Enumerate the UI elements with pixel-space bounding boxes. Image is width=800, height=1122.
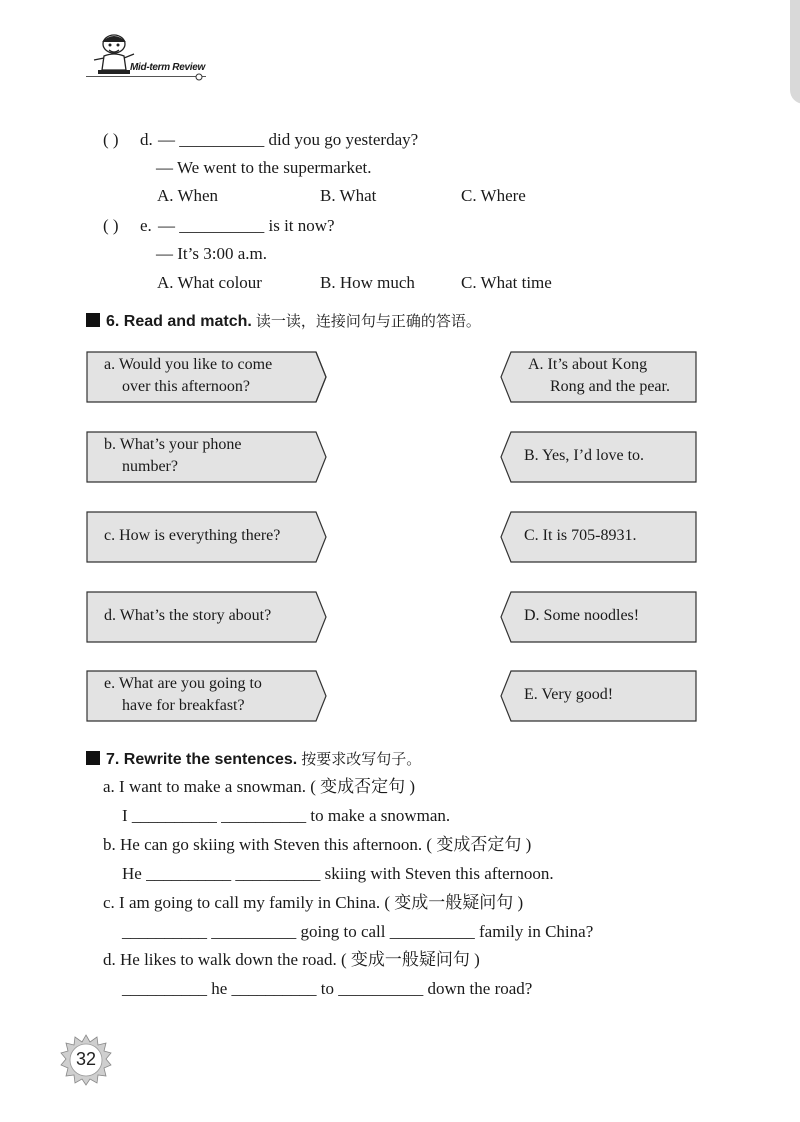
match-answer-e-line1: E. Very good! <box>524 686 614 703</box>
ex5-d-question: — __________ did you go yesterday? <box>158 130 419 149</box>
match-question-a[interactable] <box>86 351 326 401</box>
match-question-c[interactable] <box>86 511 326 561</box>
match-answer-c-line1: C. It is 705-8931. <box>524 527 637 544</box>
match-question-a-line2: over this afternoon? <box>122 378 250 395</box>
ex5-e-reply: — It’s 3:00 a.m. <box>156 244 267 263</box>
match-answer-a-line1: A. It’s about Kong <box>528 356 648 373</box>
ex5-d-reply: — We went to the supermarket. <box>156 158 372 177</box>
section-square-icon <box>86 751 100 765</box>
ex7-title-zh: 按要求改写句子。 <box>301 750 422 768</box>
ex7-a-sentence: a. I want to make a snowman. ( 变成否定句 ) <box>103 777 416 796</box>
match-question-d[interactable] <box>86 591 326 641</box>
match-answer-e[interactable] <box>500 670 696 720</box>
match-answer-a-line2: Rong and the pear. <box>550 378 670 395</box>
ex7-d-sentence: d. He likes to walk down the road. ( 变成一般疑问句 ) <box>103 950 480 969</box>
match-answer-d[interactable] <box>500 591 696 641</box>
ex5-d-option-c[interactable]: C. Where <box>461 186 526 205</box>
match-question-e[interactable] <box>86 670 326 720</box>
ex7-b-sentence: b. He can go skiing with Steven this afternoon. ( 变成否定句 ) <box>103 835 532 854</box>
match-answer-c[interactable] <box>500 511 696 561</box>
match-question-d-line1: d. What’s the story about? <box>104 607 272 624</box>
match-answer-b[interactable] <box>500 431 696 481</box>
match-answer-b-line1: B. Yes, I’d love to. <box>524 447 645 464</box>
ex5-e-question: — __________ is it now? <box>158 216 335 235</box>
ex6-title-zh: 读一读，连接问句与正确的答语。 <box>255 312 481 330</box>
side-tab <box>790 0 800 104</box>
page-number-badge <box>60 1034 112 1086</box>
ex5-e-option-a[interactable]: A. What colour <box>157 273 262 292</box>
ex5-d-letter: d. <box>140 130 153 149</box>
ex5-e-bracket[interactable]: ( ) <box>103 216 119 235</box>
ex7-c-sentence: c. I am going to call my family in China. ( 变成一般疑问句 ) <box>103 893 524 912</box>
ex7-title <box>86 748 421 769</box>
match-question-e-line2: have for breakfast? <box>122 697 245 714</box>
ex5-e-option-c[interactable]: C. What time <box>461 273 552 292</box>
match-question-b[interactable] <box>86 431 326 481</box>
ex7-b-answer[interactable]: He __________ __________ skiing with Steven this afternoon. <box>122 864 554 883</box>
ex6-title-en: 6. Read and match. <box>106 313 252 330</box>
header-rule <box>86 76 206 77</box>
ex7-c-answer[interactable]: __________ __________ going to call __________ family in China? <box>122 922 594 941</box>
match-question-b-line2: number? <box>122 458 178 475</box>
ex5-e-option-b[interactable]: B. How much <box>320 273 415 292</box>
ex7-title-en: 7. Rewrite the sentences. <box>106 751 298 768</box>
match-question-c-line1: c. How is everything there? <box>104 527 281 544</box>
ex5-d-option-a[interactable]: A. When <box>157 186 219 205</box>
match-question-a-line1: a. Would you like to come <box>104 356 273 373</box>
ex7-d-answer[interactable]: __________ he __________ to __________ down the road? <box>122 979 533 998</box>
match-answer-a[interactable] <box>500 351 696 401</box>
header-dot-icon <box>194 72 204 82</box>
ex5-d-option-b[interactable]: B. What <box>320 186 377 205</box>
match-answer-d-line1: D. Some noodles! <box>524 607 640 624</box>
match-question-b-line1: b. What’s your phone <box>104 436 242 453</box>
match-question-e-line1: e. What are you going to <box>104 675 262 692</box>
ex5-e-letter: e. <box>140 216 152 235</box>
ex5-d-bracket[interactable]: ( ) <box>103 130 119 149</box>
page-number: 32 <box>75 1049 97 1069</box>
header-title: Mid-term Review <box>130 62 205 73</box>
ex6-title <box>86 310 481 331</box>
ex7-a-answer[interactable]: I __________ __________ to make a snowman. <box>122 806 451 825</box>
section-square-icon <box>86 313 100 327</box>
